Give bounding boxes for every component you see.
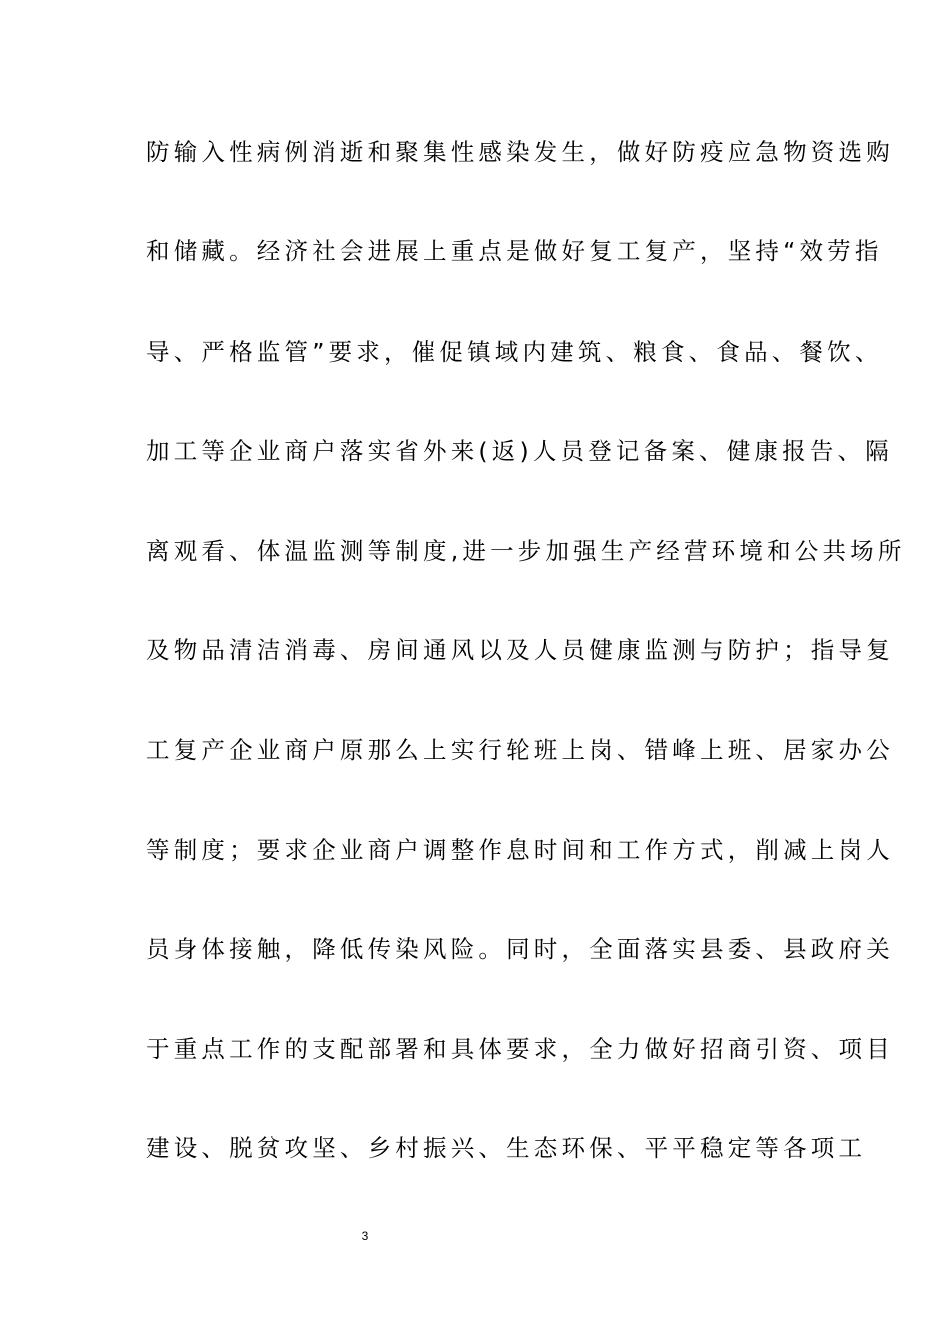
body-text-line: 离观看、体温监测等制度,进一步加强生产经营环境和公共场所 [146, 537, 906, 565]
page-number: 3 [361, 1229, 369, 1243]
body-text-line: 等制度；要求企业商户调整作息时间和工作方式，削减上岗人 [146, 836, 894, 864]
body-text-line: 于重点工作的支配部署和具体要求，全力做好招商引资、项目 [146, 1035, 894, 1063]
body-text-line: 及物品清洁消毒、房间通风以及人员健康监测与防护；指导复 [146, 636, 894, 664]
body-text-line: 加工等企业商户落实省外来(返)人员登记备案、健康报告、隔 [146, 437, 893, 465]
body-text-line: 和储藏。经济社会进展上重点是做好复工复产，坚持“效劳指 [146, 237, 883, 265]
body-text-line: 工复产企业商户原那么上实行轮班上岗、错峰上班、居家办公 [146, 736, 894, 764]
body-text-line: 员身体接触，降低传染风险。同时，全面落实县委、县政府关 [146, 935, 894, 963]
body-text-line: 防输入性病例消逝和聚集性感染发生，做好防疫应急物资选购 [146, 138, 894, 166]
body-text-line: 导、严格监管”要求，催促镇域内建筑、粮食、食品、餐饮、 [146, 338, 883, 366]
body-text-line: 建设、脱贫攻坚、乡村振兴、生态环保、平平稳定等各项工 [146, 1134, 867, 1162]
